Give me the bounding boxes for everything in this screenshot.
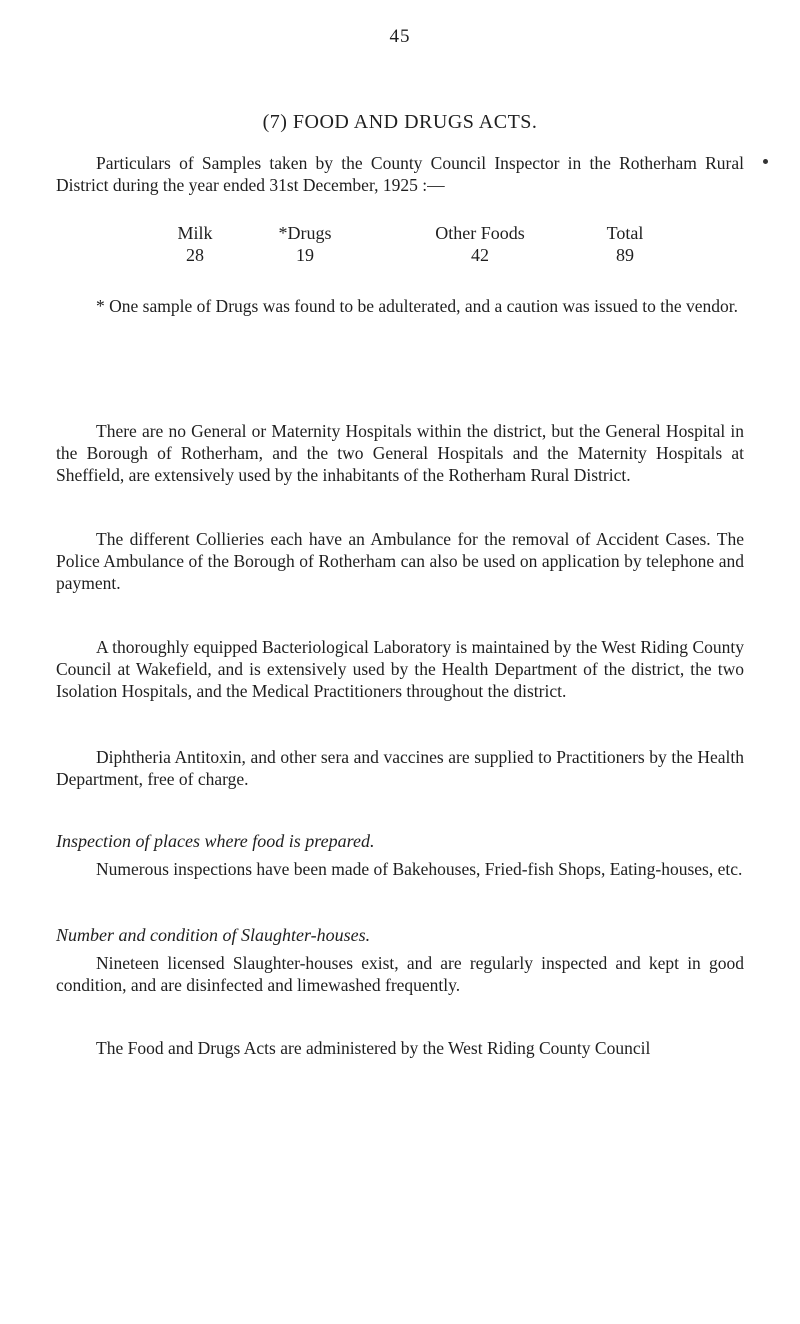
laboratory-paragraph: A thoroughly equipped Bacteriological Laboratory is maintained by the West Riding County Council at Wakefield, and is extensively used by the Health Department of the district, the two Isolation Hospitals, and the Medical Practitioners throughout the district. (56, 637, 744, 701)
closing-paragraph: The Food and Drugs Acts are administered by the West Riding County Council (96, 1038, 651, 1058)
table-value-row (170, 245, 650, 267)
slaughter-paragraph: Nineteen licensed Slaughter-houses exist, and are regularly inspected and kept in good condition, and are disinfected and limewashed frequently. (56, 953, 744, 995)
header-total: Total (606, 223, 644, 243)
inspection-paragraph: Numerous inspections have been made of Bakehouses, Fried-fish Shops, Eating-houses, etc. (96, 859, 743, 879)
slaughter-subheading: Number and condition of Slaughter-houses. (56, 925, 371, 945)
header-drugs: *Drugs (278, 223, 332, 243)
page-number: 45 (389, 26, 411, 47)
margin-mark (763, 159, 768, 164)
drugs-footnote: * One sample of Drugs was found to be adulterated, and a caution was issued to the vendor. (96, 296, 738, 316)
samples-table (170, 223, 650, 267)
inspection-subheading: Inspection of places where food is prepared. (56, 831, 375, 851)
antitoxin-paragraph: Diphtheria Antitoxin, and other sera and vaccines are supplied to Practitioners by the Health Department, free of charge. (56, 747, 744, 789)
value-other-foods: 42 (471, 245, 489, 265)
header-milk: Milk (177, 223, 213, 243)
value-total: 89 (616, 245, 634, 265)
intro-paragraph: Particulars of Samples taken by the County Council Inspector in the Rotherham Rural District during the year ended 31st December, 1925 :— (56, 153, 744, 195)
value-milk: 28 (186, 245, 204, 265)
ambulance-paragraph: The different Collieries each have an Ambulance for the removal of Accident Cases. The Police Ambulance of the Borough of Rotherham can also be used on application by telephone and payment. (56, 529, 744, 593)
value-drugs: 19 (296, 245, 314, 265)
hospitals-paragraph: There are no General or Maternity Hospitals within the district, but the General Hospital in the Borough of Rotherham, and the two General Hospitals and the Maternity Hospitals at Sheffield, are extensively used by the inhabitants of the Rotherham Rural District. (56, 421, 744, 485)
section-heading: (7) FOOD AND DRUGS ACTS. (262, 111, 538, 133)
table-header-row (170, 223, 650, 245)
header-other-foods: Other Foods (435, 223, 525, 243)
